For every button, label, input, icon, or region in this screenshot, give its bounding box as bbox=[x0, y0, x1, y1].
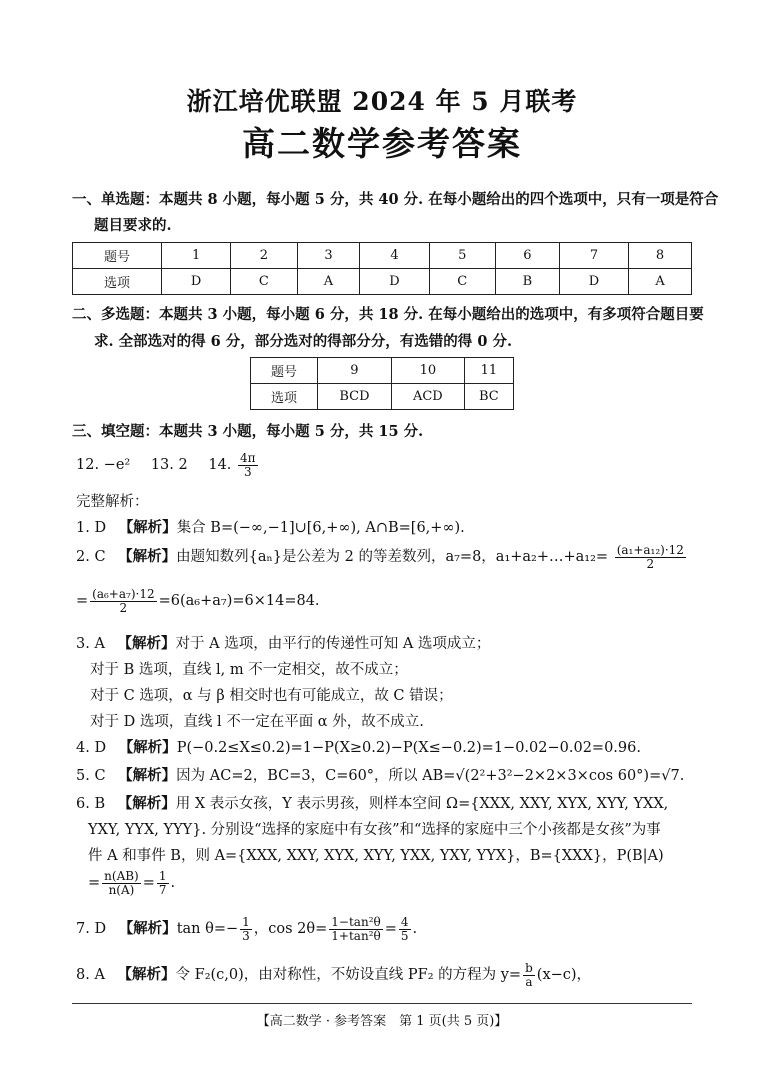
section2-heading: 二、多选题：本题共 3 小题，每小题 6 分，共 18 分. 在每小题给出的选项中，有多项符合题目要 bbox=[72, 306, 704, 323]
answer-14-fraction: $\frac{4\pi}{3}$ bbox=[240, 451, 256, 479]
table-cell: ACD bbox=[391, 384, 464, 410]
page-subtitle: 高二数学参考答案 bbox=[242, 124, 522, 163]
multi-choice-table bbox=[250, 357, 514, 410]
section2-heading-cont: 求. 全部选对的得 6 分，部分选对的得部分分，有选错的得 0 分. bbox=[94, 333, 513, 350]
table-cell: 3 bbox=[297, 243, 360, 269]
q6-line4: = $\frac{n(AB)}{n(A)}$ = $\frac{1}{7}$ . bbox=[88, 869, 176, 897]
q6-line3: 件 A 和事件 B，则 A={XXX, XXY, XYX, XYY, YXX, YXY, YYX}，B={XXX}，P(B|A) bbox=[88, 848, 664, 864]
q2-solution-cont: = $\frac{\text{(a₆+a₇)·12}}{2}$ =6(a₆+a₇)=6×14=84. bbox=[76, 587, 320, 615]
q8-solution: 8. A 【解析】令 F₂(c,0)，由对称性，不妨设直线 PF₂ 的方程为 y= $\frac{b}{a}$ (x−c)， bbox=[76, 961, 592, 989]
table-cell: 7 bbox=[559, 243, 628, 269]
page-footer: 【高二数学 · 参考答案 第 1 页(共 5 页)】 bbox=[256, 1014, 508, 1029]
table-cell: C bbox=[429, 269, 495, 295]
table-cell: 11 bbox=[464, 358, 513, 384]
q3-line4: 对于 D 选项，直线 l 不一定在平面 α 外，故不成立. bbox=[90, 714, 424, 730]
q6-solution: 6. B 【解析】用 X 表示女孩，Y 表示男孩，则样本空间 Ω={XXX, XXY, XYX, XYY, YXX, bbox=[76, 795, 669, 812]
q6-line2: YXY, YYX, YYY}. 分别设“选择的家庭中有女孩”和“选择的家庭中三个小孩都是女孩”为事 bbox=[88, 822, 661, 838]
table-cell: 4 bbox=[360, 243, 429, 269]
single-choice-table bbox=[72, 242, 692, 295]
q7-solution: 7. D 【解析】tan θ=− $\frac{1}{3}$ ，cos 2θ= $\frac{\text{1−tan²θ}}{\text{1+tan²θ}}$ = $\frac{4}{5}$ . bbox=[76, 915, 418, 943]
q2-solution: 2. C 【解析】由题知数列{aₙ}是公差为 2 的等差数列，a₇=8，a₁+a₂+…+a₁₂= $\frac{\text{(a₁+a₁₂)·12}}{2}$ bbox=[76, 543, 684, 571]
answer-13: 13. 2 bbox=[150, 457, 188, 474]
q3-line3: 对于 C 选项，α 与 β 相交时也有可能成立，故 C 错误； bbox=[90, 688, 453, 704]
table-cell: BC bbox=[464, 384, 513, 410]
table-cell: D bbox=[559, 269, 628, 295]
section1-heading: 一、单选题：本题共 8 小题，每小题 5 分，共 40 分. 在每小题给出的四个选项中，只有一项是符合 bbox=[72, 191, 719, 208]
table-answer-label: 选项 bbox=[73, 269, 162, 295]
q3-solution: 3. A 【解析】对于 A 选项，由平行的传递性可知 A 选项成立； bbox=[76, 635, 491, 652]
footer-divider bbox=[72, 1003, 692, 1004]
table-cell: 2 bbox=[231, 243, 297, 269]
table-cell: 6 bbox=[495, 243, 559, 269]
page-title: 浙江培优联盟 2024 年 5 月联考 bbox=[186, 87, 578, 116]
table-cell: D bbox=[360, 269, 429, 295]
table-cell: C bbox=[231, 269, 297, 295]
table-cell: BCD bbox=[318, 384, 392, 410]
table-header-label: 题号 bbox=[251, 358, 318, 384]
section1-heading-cont: 题目要求的. bbox=[94, 217, 172, 234]
answer-14: 14. bbox=[208, 457, 232, 474]
q3-line2: 对于 B 选项，直线 l, m 不一定相交，故不成立； bbox=[90, 662, 408, 678]
table-cell: 9 bbox=[318, 358, 392, 384]
answer-12: 12. −e² bbox=[76, 457, 131, 474]
q4-solution: 4. D 【解析】P(−0.2≤X≤0.2)=1−P(X≥0.2)−P(X≤−0.2)=1−0.02−0.02=0.96. bbox=[76, 739, 641, 756]
table-answer-label: 选项 bbox=[251, 384, 318, 410]
table-cell: D bbox=[162, 269, 231, 295]
section3-heading: 三、填空题：本题共 3 小题，每小题 5 分，共 15 分. bbox=[72, 423, 424, 440]
table-cell: 10 bbox=[391, 358, 464, 384]
q1-solution: 1. D 【解析】集合 B=(−∞,−1]∪[6,+∞), A∩B=[6,+∞). bbox=[76, 519, 465, 536]
table-cell: 1 bbox=[162, 243, 231, 269]
table-cell: 8 bbox=[629, 243, 692, 269]
table-cell: 5 bbox=[429, 243, 495, 269]
table-header-label: 题号 bbox=[73, 243, 162, 269]
table-cell: A bbox=[629, 269, 692, 295]
table-cell: A bbox=[297, 269, 360, 295]
table-cell: B bbox=[495, 269, 559, 295]
analysis-heading: 完整解析： bbox=[76, 494, 149, 510]
fill-answers bbox=[76, 452, 260, 478]
q5-solution: 5. C 【解析】因为 AC=2，BC=3，C=60°，所以 AB=√(2²+3²−2×2×3×cos 60°)=√7. bbox=[76, 767, 685, 784]
